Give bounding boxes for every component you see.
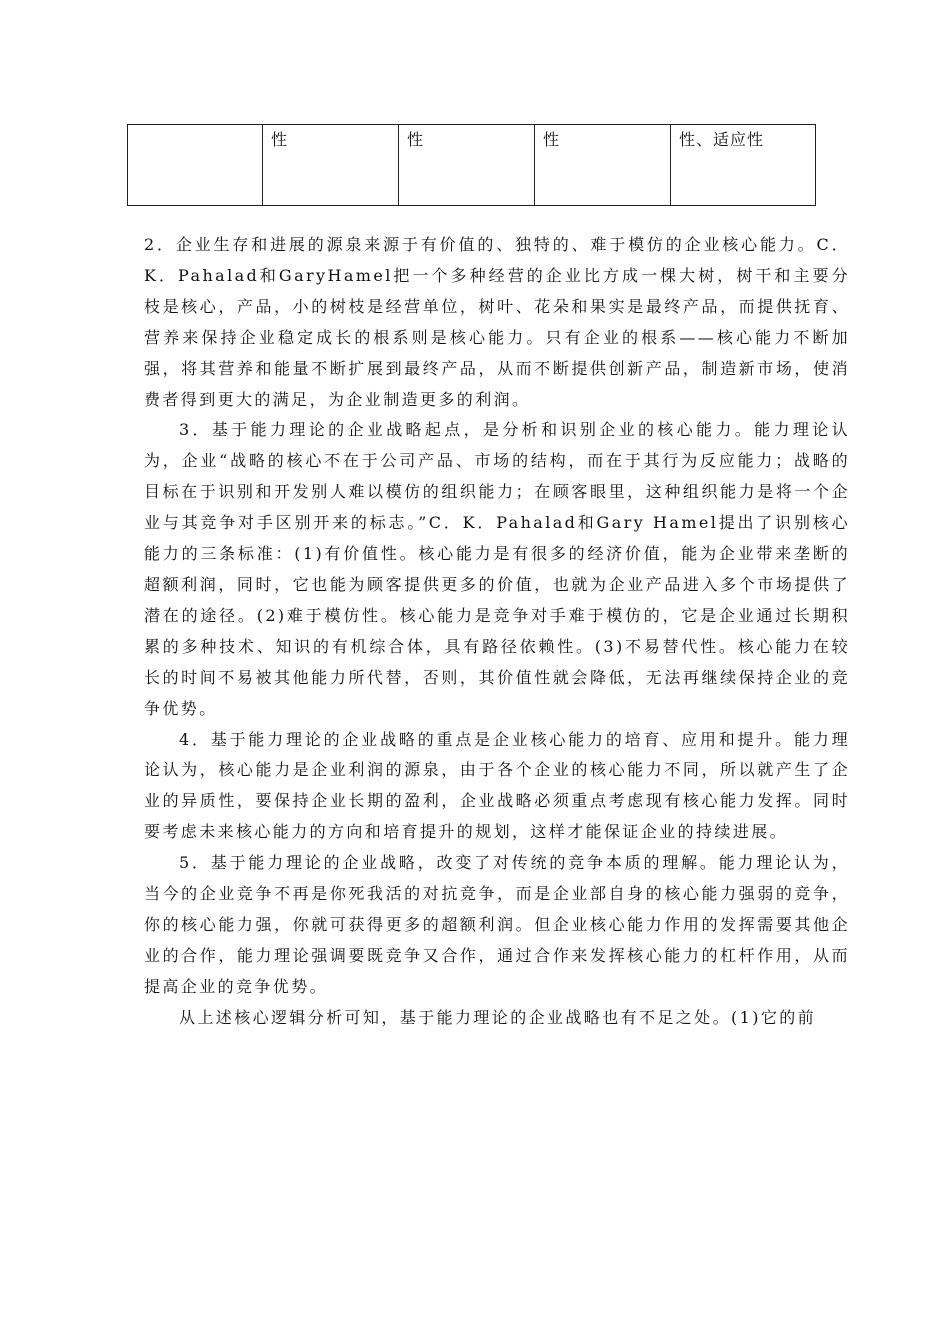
paragraph-summary: 从上述核心逻辑分析可知，基于能力理论的企业战略也有不足之处。(1)它的前 [179,1007,817,1027]
paragraph-4: 4．基于能力理论的企业战略的重点是企业核心能力的培育、应用和提升。能力理论认为，核心能力是企业利润的源泉，由于各个企业的核心能力不同，所以就产生了企业的异质性，要保持企业长期的盈利，企业战略必须重点考虑现有核心能力发挥。同时要考虑未来核心能力的方向和培育提升的规划，这样才能保证企业的持续进展。 [144,729,850,842]
table-row [128,125,816,206]
table-cell: 性 [263,125,399,206]
paragraph-3: 3．基于能力理论的企业战略起点，是分析和识别企业的核心能力。能力理论认为，企业“战略的核心不在于公司产品、市场的结构，而在于其行为反应能力；战略的目标在于识别和开发别人难以模仿的组织能力；在顾客眼里，这种组织能力是将一个企业与其竞争对手区别开来的标志。”C．K．Pahalad和Gary Hamel提出了识别核心能力的三条标准：(1)有价值性。核心能力是有很多的经济价值，能为企业带来垄断的超额利润，同时，它也能为顾客提供更多的价值，也就为企业产品进入多个市场提供了潜在的途径。(2)难于模仿性。核心能力是竞争对手难于模仿的，它是企业通过长期积累的多种技术、知识的有机综合体，具有路径依赖性。(3)不易替代性。核心能力在较长的时间不易被其他能力所代替，否则，其价值性就会降低，无法再继续保持企业的竞争优势。 [144,420,850,718]
paragraph-2: 2．企业生存和进展的源泉来源于有价值的、独特的、难于模仿的企业核心能力。C．K．Pahalad和GaryHamel把一个多种经营的企业比方成一棵大树，树干和主要分枝是核心，产品，小的树枝是经营单位，树叶、花朵和果实是最终产品，而提供抚育、营养来保持企业稳定成长的根系则是核心能力。只有企业的根系——核心能力不断加强，将其营养和能量不断扩展到最终产品，从而不断提供创新产品，制造新市场，使消费者得到更大的满足，为企业制造更多的利润。 [144,235,850,409]
table-cell: 性、适应性 [671,125,816,206]
table-cell: 性 [399,125,535,206]
table-cell [128,125,263,206]
table-cell: 性 [535,125,671,206]
table-fragment [127,124,816,206]
body-text [144,230,850,1034]
paragraph-5: 5．基于能力理论的企业战略，改变了对传统的竞争本质的理解。能力理论认为，当今的企业竞争不再是你死我活的对抗竞争，而是企业部自身的核心能力强弱的竞争，你的核心能力强，你就可获得更多的超额利润。但企业核心能力作用的发挥需要其他企业的合作，能力理论强调要既竞争又合作，通过合作来发挥核心能力的杠杆作用，从而提高企业的竞争优势。 [144,853,850,996]
